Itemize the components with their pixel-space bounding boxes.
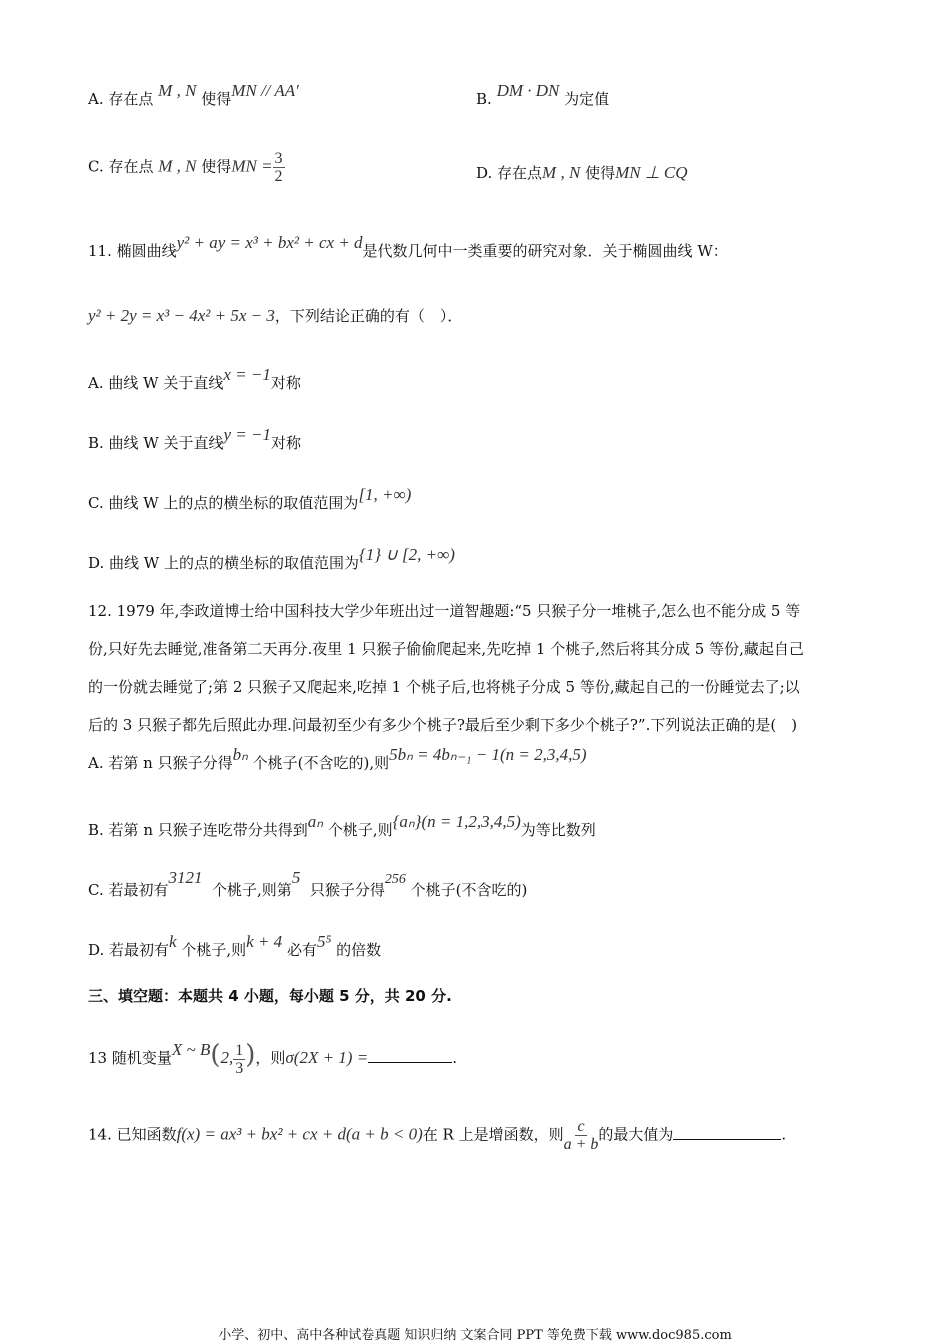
label: 13 随机变量 <box>88 1049 172 1067</box>
text: 为定值 <box>564 90 610 108</box>
label: 14. 已知函数 <box>88 1125 177 1144</box>
label: A. 曲线 W 关于直线 <box>88 374 224 392</box>
denominator: a + b <box>563 1136 599 1153</box>
label: C. 若最初有 <box>88 881 169 899</box>
text: 个桃子(不含吃的),则 <box>252 754 390 772</box>
q10-option-b <box>476 81 610 109</box>
math: y² + 2y = x³ − 4x² + 5x − 3 <box>88 306 275 325</box>
q12-option-a <box>88 745 587 773</box>
q12-stem <box>88 592 868 744</box>
math: σ(2X + 1) = <box>285 1048 369 1067</box>
math: 5⁵ <box>316 932 332 951</box>
text: 在 R 上是增函数，则 <box>422 1125 564 1144</box>
label: C. 曲线 W 上的点的横坐标的取值范围为 <box>88 494 359 512</box>
fraction <box>273 150 285 185</box>
text: 必有 <box>286 941 317 959</box>
text: 使得 <box>201 157 232 176</box>
q11-option-d <box>88 545 455 573</box>
math: bₙ <box>232 745 248 764</box>
math: x = −1 <box>223 365 271 384</box>
q11-stem <box>88 233 728 261</box>
text: 使得 <box>585 164 616 182</box>
q13: 13 随机变量X ~ B(2, $\frac{1}{3}$ )，则σ(2X + 1) = . <box>88 1040 457 1077</box>
label: D. 存在点 <box>476 164 543 182</box>
text: 使得 <box>201 90 232 108</box>
math: MN = <box>231 156 273 176</box>
text: 个桃子,则 <box>327 821 393 839</box>
text: 只猴子分得 <box>309 881 385 899</box>
text: 个桃子(不含吃的) <box>410 881 528 899</box>
text: . <box>781 1125 787 1144</box>
q10-option-a <box>88 81 299 109</box>
numerator: c <box>577 1118 585 1135</box>
math: DM · DN <box>496 81 560 100</box>
q10-option-c <box>88 150 285 185</box>
math: aₙ <box>307 812 324 831</box>
text: 个桃子,则第 <box>212 881 292 899</box>
text: 的倍数 <box>336 941 382 959</box>
math: k + 4 <box>246 932 283 951</box>
label: D. 若最初有 <box>88 941 170 959</box>
math: {aₙ}(n = 1,2,3,4,5) <box>392 812 521 831</box>
answer-blank[interactable] <box>673 1125 781 1140</box>
stem-line: 12. 1979 年,李政道博士给中国科技大学少年班出过一道智趣题:“5 只猴子分一堆桃子,怎么也不能分成 5 等 <box>88 602 801 620</box>
q12-option-c <box>88 868 528 900</box>
label: B. <box>476 90 492 108</box>
text: 对称 <box>270 374 301 392</box>
text: . <box>452 1049 457 1067</box>
text: ，下列结论正确的有（ ）． <box>274 307 463 325</box>
math: X ~ B <box>171 1040 211 1059</box>
math: [1, +∞) <box>358 485 412 504</box>
numerator: 1 <box>235 1041 244 1059</box>
stem-line: 后的 3 只猴子都先后照此办理.问最初至少有多少个桃子?最后至少剩下多少个桃子?”.下列说法正确的是( ) <box>88 716 798 734</box>
label: D. 曲线 W 上的点的横坐标的取值范围为 <box>88 554 359 572</box>
text: 的最大值为 <box>598 1125 674 1144</box>
denominator: 3 <box>235 1059 244 1077</box>
text: 是代数几何中一类重要的研究对象．关于椭圆曲线 W： <box>362 242 728 260</box>
math: k <box>169 932 177 951</box>
answer-blank[interactable] <box>368 1048 452 1063</box>
math: 5 <box>291 868 301 887</box>
text: 11. 椭圆曲线 <box>88 242 177 260</box>
math: y = −1 <box>223 425 272 444</box>
fraction <box>564 1118 599 1153</box>
label: C. 存在点 <box>88 157 154 176</box>
math: M , N <box>542 163 581 182</box>
math: M , N <box>158 156 197 176</box>
q11-option-b <box>88 425 302 453</box>
text: ，则 <box>255 1049 286 1067</box>
label: B. 曲线 W 关于直线 <box>88 434 224 452</box>
text: 对称 <box>271 434 302 452</box>
stem-line: 份,只好先去睡觉,准备第二天再分.夜里 1 只猴子偷偷爬起来,先吃掉 1 个桃子,然后将其分成 5 等份,藏起自己 <box>88 640 804 658</box>
math: 5bₙ = 4bₙ₋₁ − 1(n = 2,3,4,5) <box>389 745 587 764</box>
fraction <box>233 1042 245 1077</box>
label: B. 若第 n 只猴子连吃带分共得到 <box>88 821 308 839</box>
q14 <box>88 1118 786 1153</box>
q11-stem-2 <box>88 305 462 326</box>
footer: 小学、初中、高中各种试卷真题 知识归纳 文案合同 PPT 等免费下载 www.doc985.com <box>218 1328 732 1343</box>
q11-option-c <box>88 485 412 513</box>
math: f(x) = ax³ + bx² + cx + d(a + b < 0) <box>176 1124 423 1144</box>
math: 2, <box>220 1048 234 1067</box>
math: {1} ∪ [2, +∞) <box>358 545 455 564</box>
label: A. 存在点 <box>88 90 154 108</box>
stem-line: 的一份就去睡觉了;第 2 只猴子又爬起来,吃掉 1 个桃子后,也将桃子分成 5 等份,藏起自己的一份睡觉去了;以 <box>88 678 800 696</box>
math: 256 <box>384 872 406 887</box>
section-heading: 三、填空题：本题共 4 小题，每小题 5 分，共 20 分. <box>88 987 452 1005</box>
math: MN // AA′ <box>231 81 299 100</box>
denominator: 2 <box>274 168 283 185</box>
math: M , N <box>158 81 197 100</box>
q12-option-d <box>88 932 382 960</box>
q11-option-a <box>88 365 301 393</box>
numerator: 3 <box>274 150 283 167</box>
q12-option-b <box>88 812 596 840</box>
q10-option-d <box>476 162 688 183</box>
text: 个桃子,则 <box>181 941 247 959</box>
math: 3121 <box>168 868 203 887</box>
label: A. 若第 n 只猴子分得 <box>88 754 233 772</box>
math: y² + ay = x³ + bx² + cx + d <box>176 233 363 252</box>
math: MN ⊥ CQ <box>615 163 688 182</box>
text: 为等比数列 <box>520 821 596 839</box>
